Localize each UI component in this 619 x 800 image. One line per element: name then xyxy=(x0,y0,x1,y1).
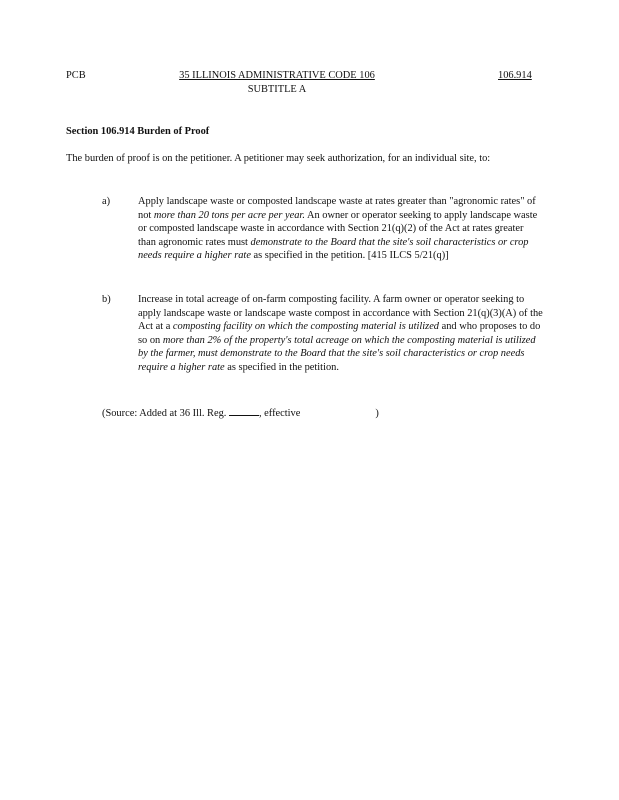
header-agency: PCB xyxy=(66,70,86,81)
item-b-text xyxy=(138,293,543,375)
header-title xyxy=(150,69,404,96)
item-b-text-1: Increase in total acreage of on-farm composting facility. A farm owner or operator seeking to apply landscape waste or landscape waste compost in accordance with Section 21(q)(3)(A) of the Act at a xyxy=(138,294,543,333)
item-b-text-2: composting facility on which the composting material is utilized xyxy=(172,321,439,333)
item-a-text-4: demonstrate to the Board that the site's soil characteristics or crop needs require a higher rate xyxy=(138,236,529,262)
source-prefix: (Source: Added at 36 Ill. Reg. xyxy=(102,408,229,419)
section-intro: The burden of proof is on the petitioner. A petitioner may seek authorization, for an individual site, to: xyxy=(66,153,491,164)
header-section-number: 106.914 xyxy=(498,70,532,81)
item-a-text-3: An owner or operator seeking to apply landscape waste or composted landscape waste in accordance with Section 21(q)(2) of the Act at rates greater than agronomic rates must xyxy=(138,209,538,248)
item-b-text-4: more than 2% of the property's total acreage on which the composting material is utilized by the farmer, must demonstrate to the Board that the site's soil characteristics or crop needs require a higher rate xyxy=(138,334,536,373)
header-title-line1: 35 ILLINOIS ADMINISTRATIVE CODE 106 xyxy=(179,70,375,81)
source-note xyxy=(102,405,379,421)
source-reg-blank xyxy=(229,405,259,416)
item-a-text-2: more than 20 tons per acre per year. xyxy=(153,209,305,221)
item-b-text-5: as specified in the petition. xyxy=(224,361,339,373)
item-b-text-3: and who proposes to do so on xyxy=(138,321,541,346)
item-a-text xyxy=(138,195,543,263)
header-title-line2: SUBTITLE A xyxy=(247,83,307,95)
item-a-label: a) xyxy=(102,196,111,207)
item-a-text-1: Apply landscape waste or composted landscape waste at rates greater than "agronomic rates" of not xyxy=(138,196,536,221)
item-a-text-5: as specified in the petition. [415 ILCS 5/21(q)] xyxy=(250,250,449,262)
source-suffix: ) xyxy=(375,408,379,419)
section-title: Section 106.914 Burden of Proof xyxy=(66,126,210,137)
source-middle: , effective xyxy=(258,408,301,419)
item-b-label: b) xyxy=(102,294,111,305)
